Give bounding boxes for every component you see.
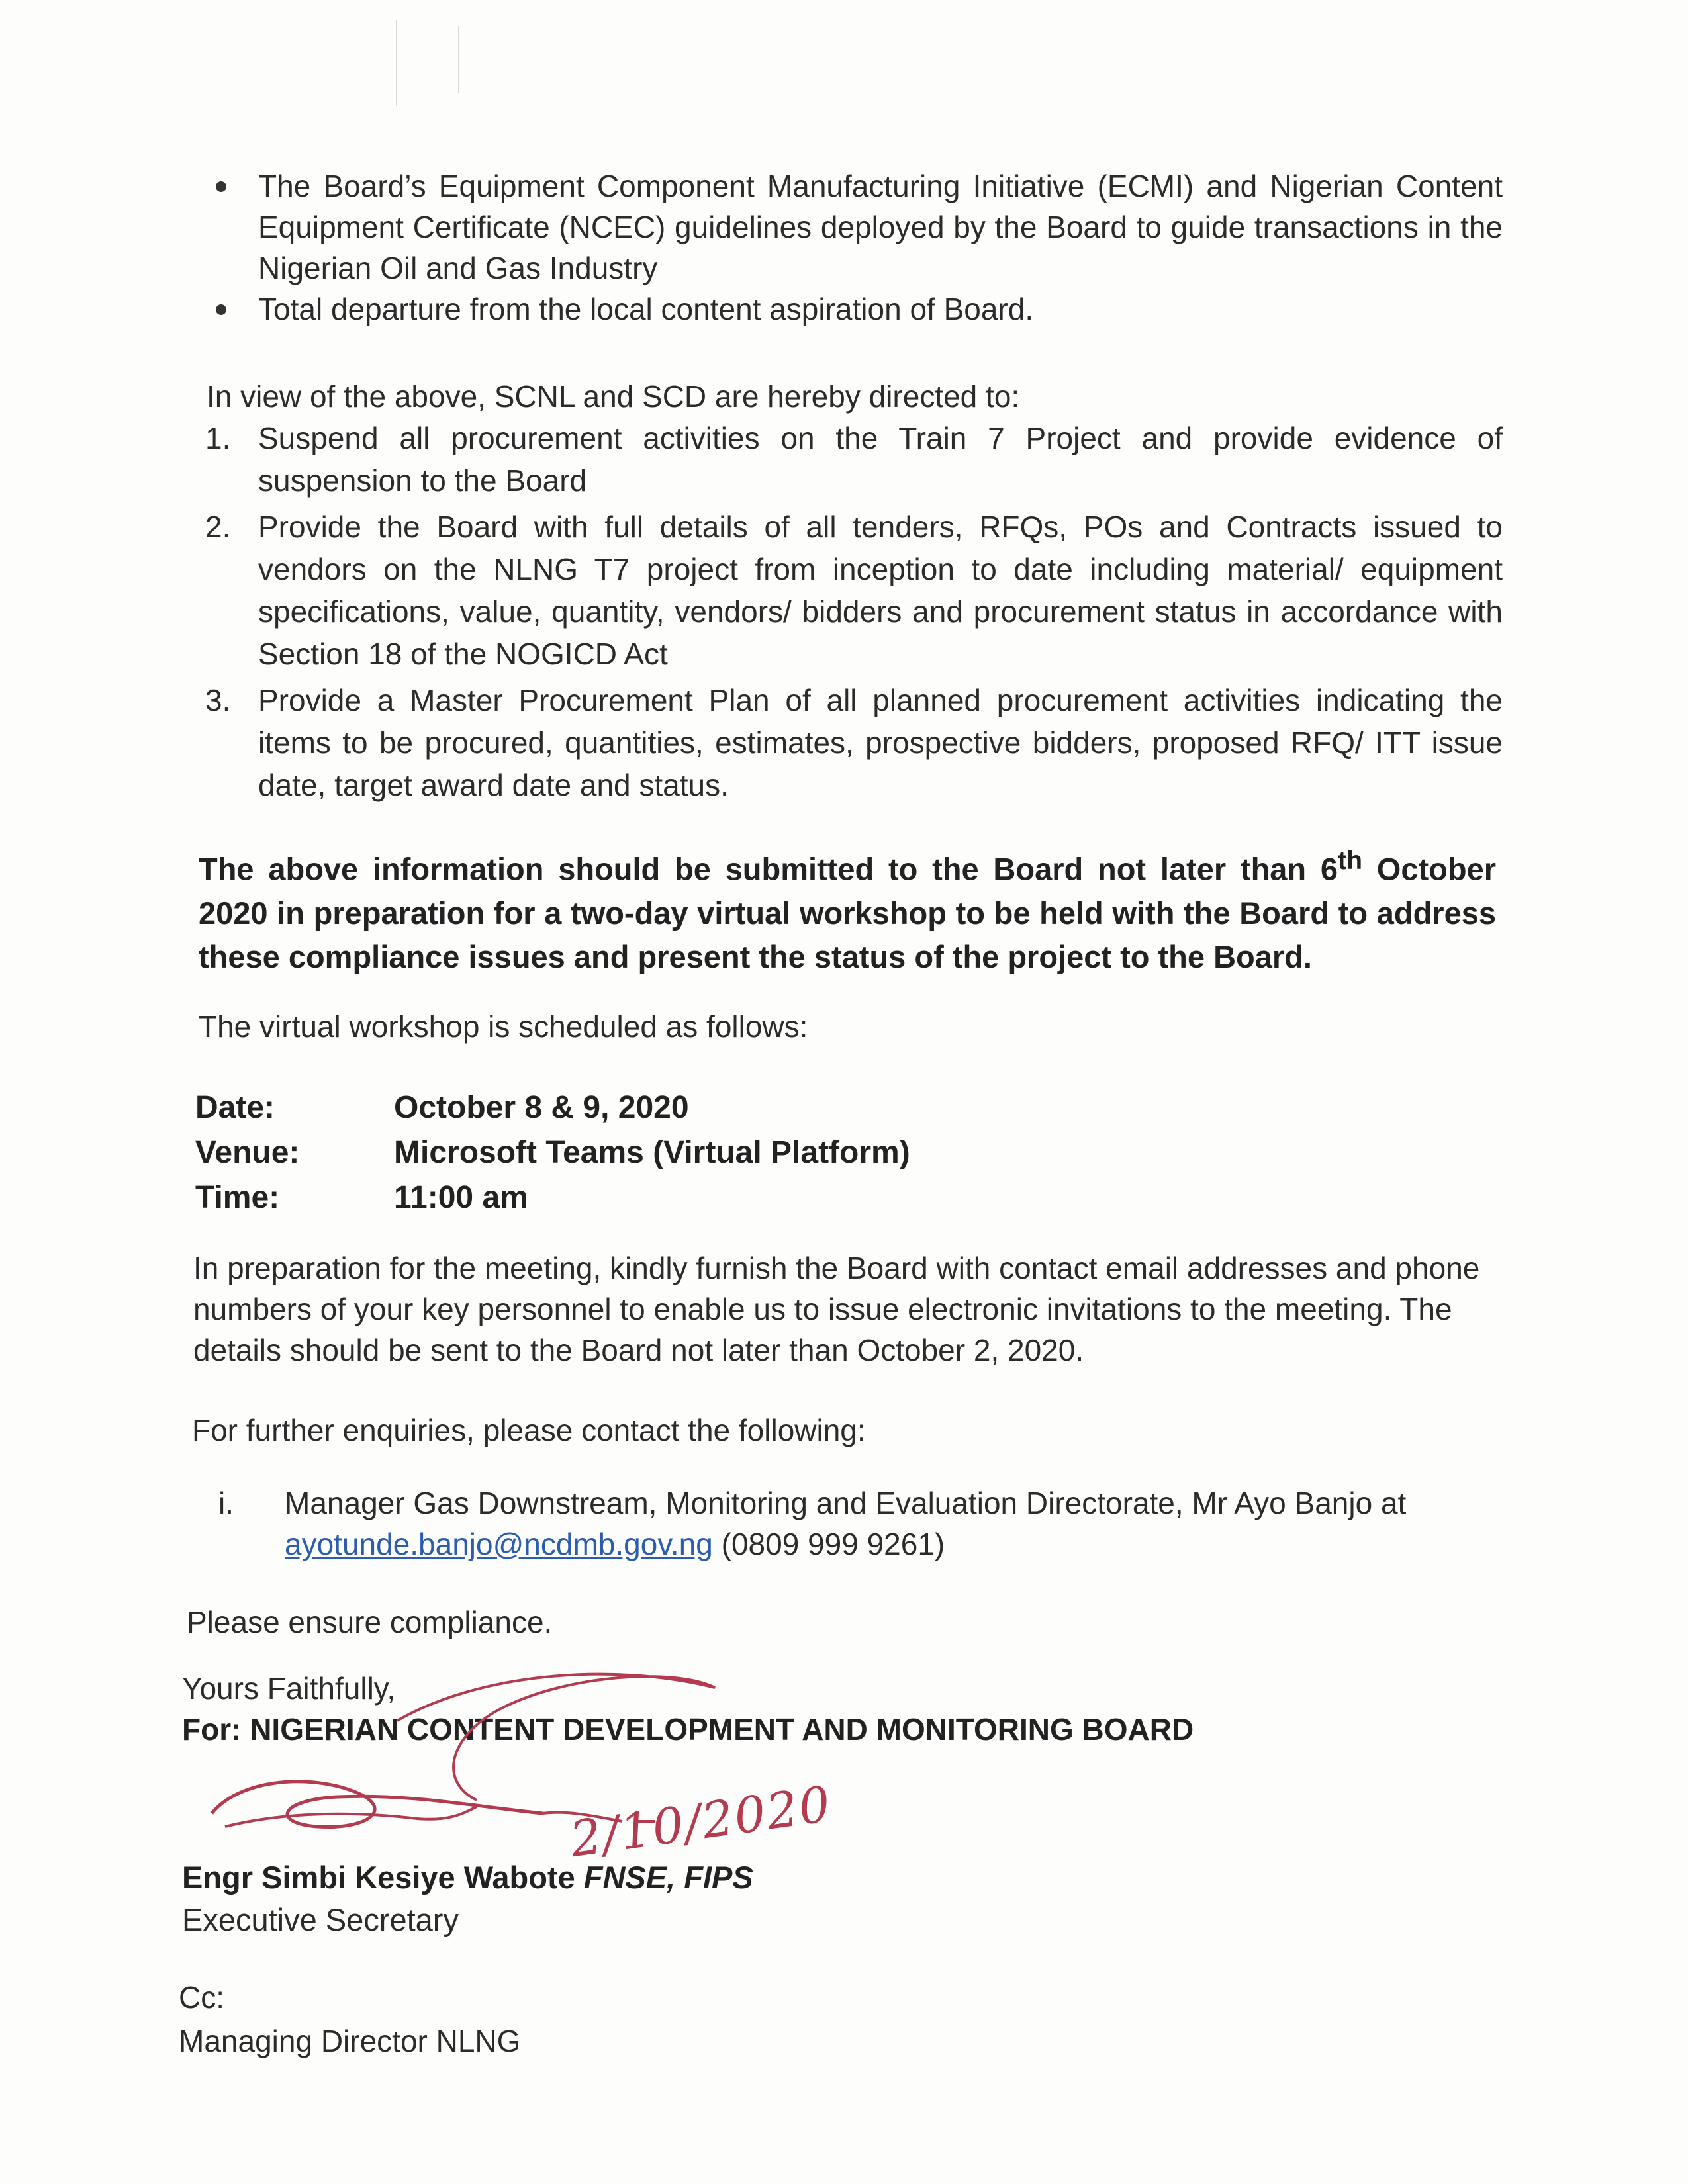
- schedule-label: Venue:: [195, 1135, 300, 1170]
- signer-title: Executive Secretary: [182, 1902, 459, 1937]
- directive-text: Suspend all procurement activities on the Train 7 Project and provide evidence of suspension to the Board: [258, 421, 1503, 498]
- board-name: For: NIGERIAN CONTENT DEVELOPMENT AND MONITORING BOARD: [182, 1712, 1194, 1747]
- cc-recipient: Managing Director NLNG: [179, 2024, 521, 2058]
- schedule-value: 11:00 am: [394, 1180, 528, 1215]
- bullet-list: [205, 165, 1503, 330]
- scan-artifact-line: [458, 26, 459, 93]
- signer-block: [182, 1856, 753, 1941]
- schedule-value: October 8 & 9, 2020: [394, 1090, 689, 1125]
- directive-item: [205, 506, 1503, 675]
- signer-post-nominals: FNSE, FIPS: [583, 1860, 753, 1895]
- workshop-schedule: [195, 1085, 910, 1220]
- schedule-label: Time:: [195, 1180, 280, 1215]
- bullet-text: Total departure from the local content aspiration of Board.: [258, 292, 1034, 326]
- signer-name-line: [182, 1856, 753, 1899]
- directive-item: [205, 417, 1503, 502]
- schedule-row-venue: [195, 1130, 910, 1175]
- contact-email-link[interactable]: ayotunde.banjo@ncdmb.gov.ng: [285, 1527, 713, 1561]
- cc-block: [179, 1976, 520, 2063]
- directive-item: [205, 679, 1503, 806]
- enquiries-intro: For further enquiries, please contact the following:: [192, 1413, 866, 1447]
- contact-list: [218, 1482, 1489, 1565]
- directive-number: 3.: [205, 683, 231, 717]
- directive-number: 2.: [205, 510, 231, 544]
- directive-list: [205, 417, 1503, 810]
- workshop-intro: The virtual workshop is scheduled as follows:: [199, 1009, 808, 1044]
- handwritten-date: 2/10/2020: [566, 1775, 835, 1869]
- schedule-label: Date:: [195, 1090, 275, 1125]
- scan-artifact-line: [396, 20, 397, 106]
- bullet-text: The Board’s Equipment Component Manufacturing Initiative (ECMI) and Nigerian Content Equipment Certificate (NCEC) guidelines deployed by the Board to guide transactions in the Nigerian Oil and Gas Industry: [258, 169, 1503, 285]
- bullet-icon: [216, 304, 226, 315]
- directive-intro: In view of the above, SCNL and SCD are hereby directed to:: [207, 379, 1020, 414]
- schedule-value: Microsoft Teams (Virtual Platform): [394, 1135, 910, 1170]
- directive-text: Provide a Master Procurement Plan of all planned procurement activities indicating the items to be procured, quantities, estimates, prospective bidders, proposed RFQ/ ITT issue date, target award date and status.: [258, 683, 1503, 802]
- preparation-paragraph: In preparation for the meeting, kindly furnish the Board with contact email addresses and phone numbers of your key personnel to enable us to issue electronic invitations to the meeting. The details should be sent to the Board not later than October 2, 2020.: [193, 1251, 1480, 1367]
- directive-text: Provide the Board with full details of all tenders, RFQs, POs and Contracts issued to vendors on the NLNG T7 project from inception to date including material/ equipment specifications, value, quantity, vendors/ bidders and procurement status in accordance with Section 18 of the NOGICD Act: [258, 510, 1503, 671]
- bullet-icon: [216, 181, 226, 192]
- compliance-line: Please ensure compliance.: [187, 1605, 553, 1639]
- schedule-row-date: [195, 1085, 910, 1130]
- signer-name: Engr Simbi Kesiye Wabote: [182, 1860, 584, 1895]
- contact-item: [218, 1482, 1489, 1565]
- deadline-text: October 2020 in preparation for a two-day virtual workshop to be held with the Board to address these compliance issues and present the status of the project to the Board.: [199, 851, 1496, 974]
- bullet-item: [205, 289, 1503, 330]
- contact-marker: i.: [218, 1486, 234, 1520]
- contact-text: Manager Gas Downstream, Monitoring and Evaluation Directorate, Mr Ayo Banjo at: [285, 1486, 1407, 1520]
- bullet-item: [205, 165, 1503, 289]
- ordinal-suffix: th: [1338, 846, 1363, 875]
- deadline-notice: [199, 839, 1496, 979]
- schedule-row-time: [195, 1175, 910, 1220]
- directive-number: 1.: [205, 421, 231, 455]
- deadline-text: The above information should be submitted to the Board not later than 6: [199, 851, 1338, 887]
- cc-label: Cc:: [179, 1980, 224, 2015]
- contact-phone: (0809 999 9261): [712, 1527, 945, 1561]
- closing-line: Yours Faithfully,: [182, 1671, 396, 1706]
